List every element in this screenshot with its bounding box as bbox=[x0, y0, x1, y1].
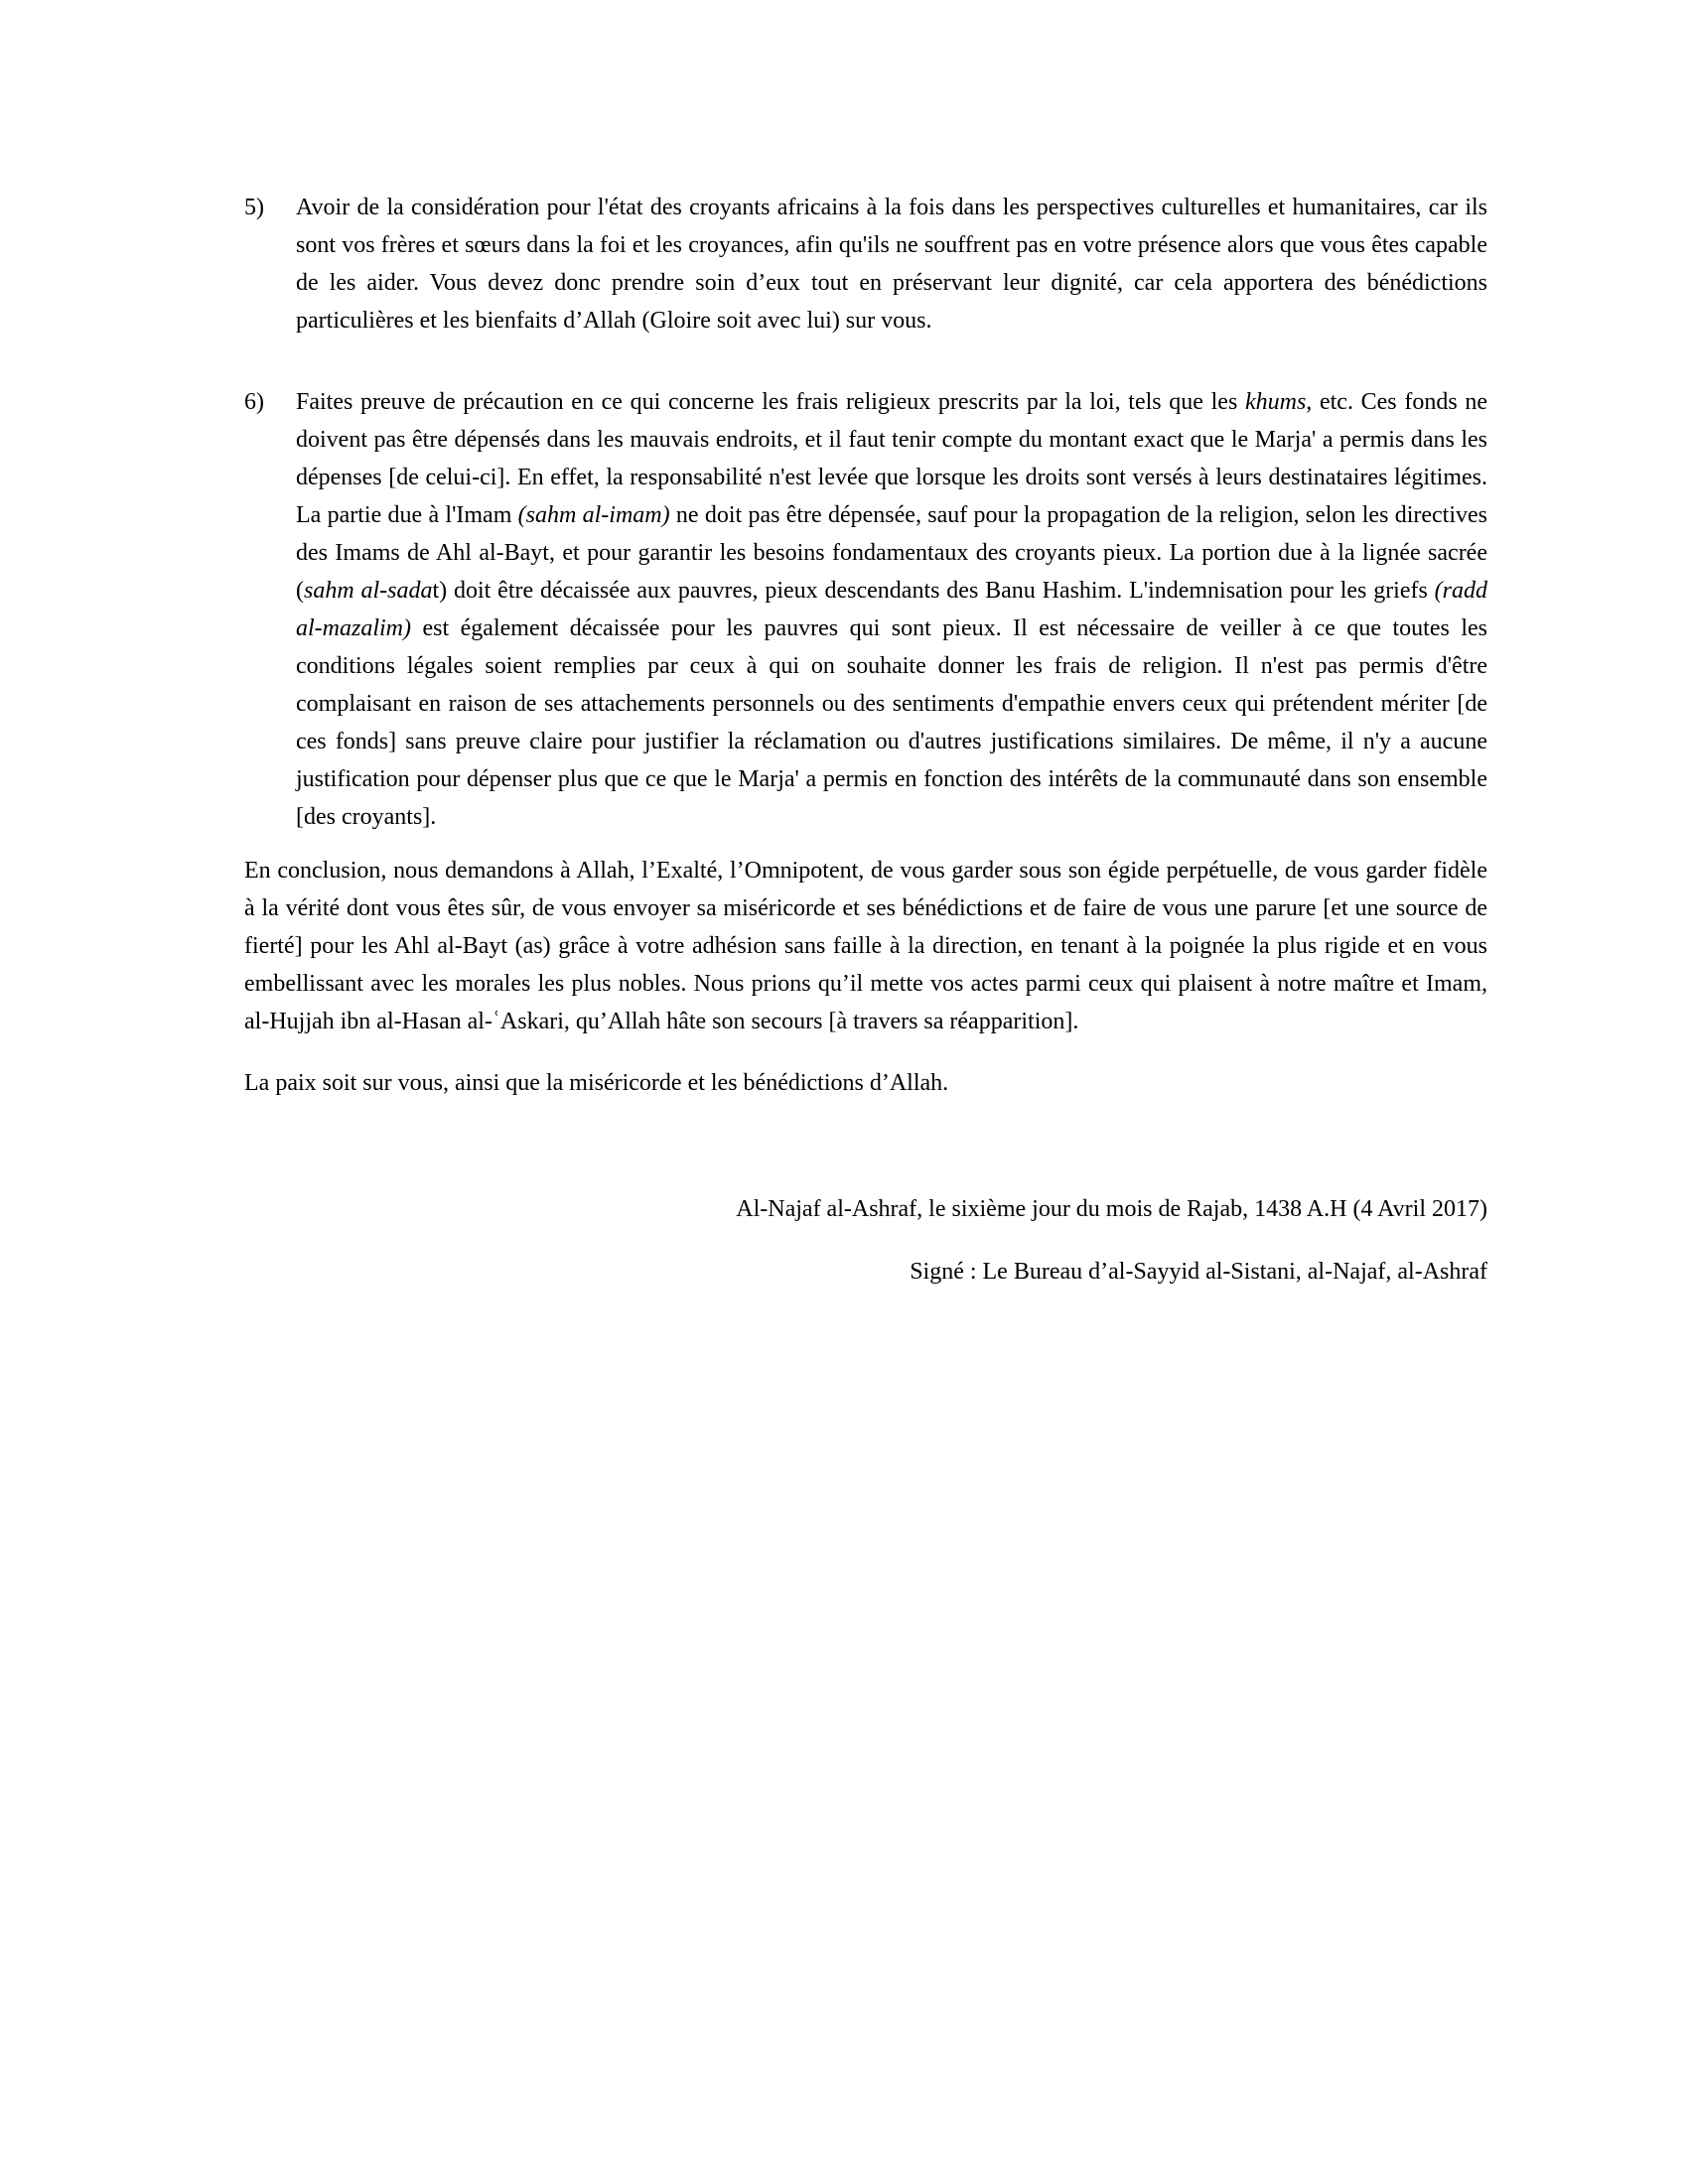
signature-line: Signé : Le Bureau d’al-Sayyid al-Sistani, al-Najaf, al-Ashraf bbox=[910, 1259, 1487, 1285]
item-number: 5) bbox=[244, 195, 264, 220]
conclusion-paragraph: En conclusion, nous demandons à Allah, l’Exalté, l’Omnipotent, de vous garder sous son égide perpétuelle, de vous garder fidèle à la vérité dont vous êtes sûr, de vous envoyer sa miséricorde et ses bénédictions et de faire de vous une parure [et une source de fierté] pour les Ahl al-Bayt (as) grâce à votre adhésion sans faille à la direction, en tenant à la poignée la plus rigide et en vous embellissant avec les morales les plus nobles. Nous prions qu’il mette vos actes parmi ceux qui plaisent à notre maître et Imam, al-Hujjah ibn al-Hasan al-ʿAskari, qu’Allah hâte son secours [à travers sa réapparition]. bbox=[244, 858, 1487, 1034]
closing-line: La paix soit sur vous, ainsi que la miséricorde et les bénédictions d’Allah. bbox=[244, 1070, 949, 1096]
list-item-6 bbox=[244, 383, 1487, 836]
item-text: Faites preuve de précaution en ce qui concerne les frais religieux prescrits par la loi, tels que les khums, etc. Ces fonds ne doivent pas être dépensés dans les mauvais endroits, et il faut tenir compte du montant exact que le Marja' a permis dans les dépenses [de celui-ci]. En effet, la responsabilité n'est levée que lorsque les droits sont versés à leurs destinataires légitimes. La partie due à l'Imam (sahm al-imam) ne doit pas être dépensée, sauf pour la propagation de la religion, selon les directives des Imams de Ahl al-Bayt, et pour garantir les besoins fondamentaux des croyants pieux. La portion due à la lignée sacrée (sahm al-sadat) doit être décaissée aux pauvres, pieux descendants des Banu Hashim. L'indemnisation pour les griefs (radd al-mazalim) est également décaissée pour les pauvres qui sont pieux. Il est nécessaire de veiller à ce que toutes les conditions légales soient remplies par ceux à qui on souhaite donner les frais de religion. Il n'est pas permis d'être complaisant en raison de ses attachements personnels ou des sentiments d'empathie envers ceux qui prétendent mériter [de ces fonds] sans preuve claire pour justifier la réclamation ou d'autres justifications similaires. De même, il n'y a aucune justification pour dépenser plus que ce que le Marja' a permis en fonction des intérêts de la communauté dans son ensemble [des croyants]. bbox=[296, 389, 1488, 830]
item-number: 6) bbox=[244, 389, 264, 415]
list-item-5 bbox=[244, 189, 1487, 340]
item-text: Avoir de la considération pour l'état des croyants africains à la fois dans les perspectives culturelles et humanitaires, car ils sont vos frères et sœurs dans la foi et les croyances, afin qu'ils ne souffrent pas en votre présence alors que vous êtes capable de les aider. Vous devez donc prendre soin d’eux tout en préservant leur dignité, car cela apportera des bénédictions particulières et les bienfaits d’Allah (Gloire soit avec lui) sur vous. bbox=[296, 195, 1487, 334]
dateline: Al-Najaf al-Ashraf, le sixième jour du mois de Rajab, 1438 A.H (4 Avril 2017) bbox=[736, 1196, 1487, 1222]
